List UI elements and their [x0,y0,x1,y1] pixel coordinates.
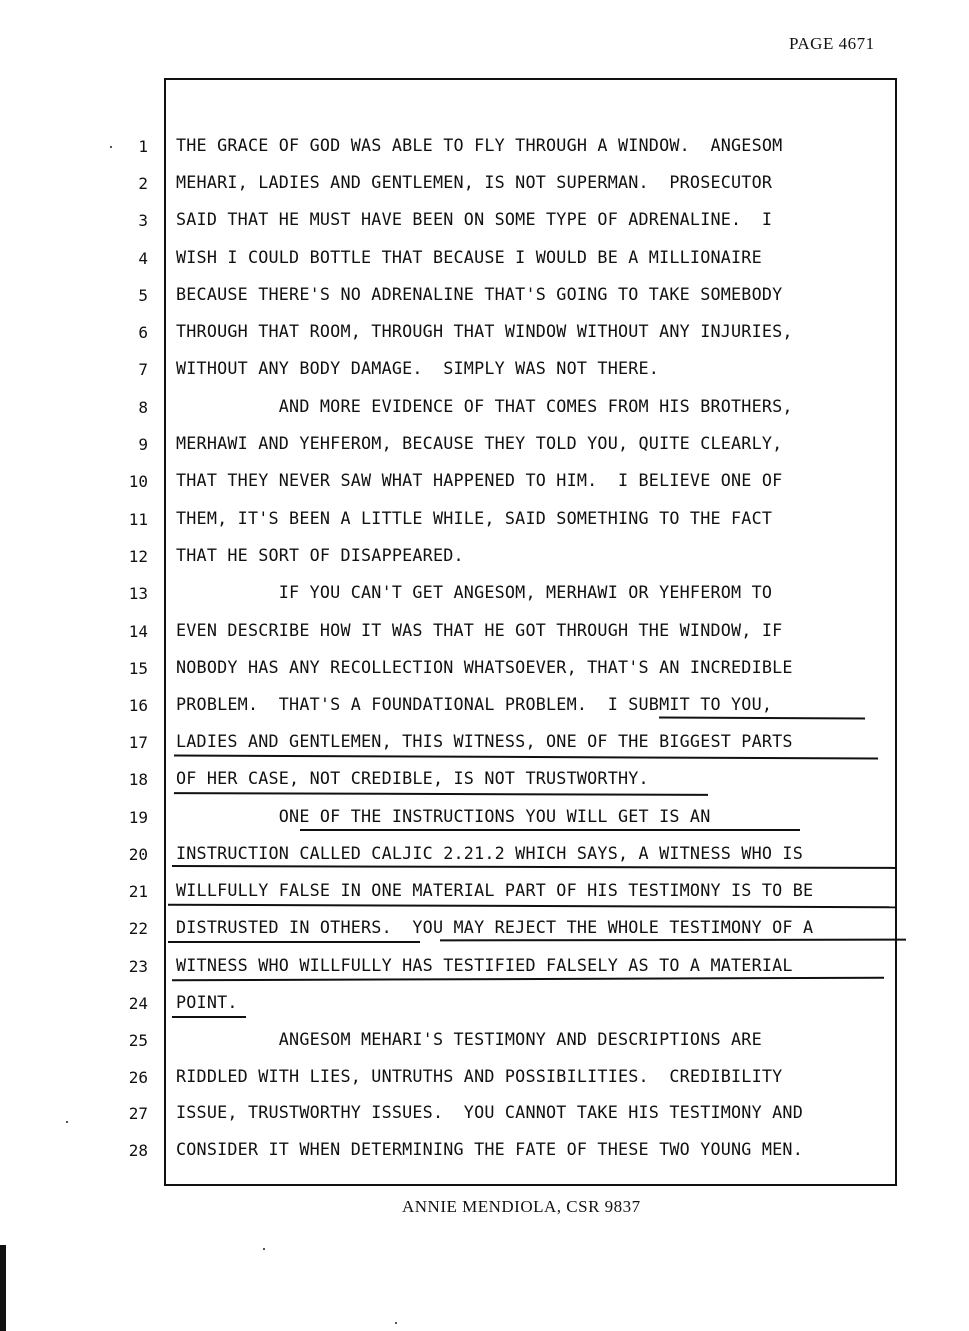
line-number: 14 [128,622,148,641]
line-number: 11 [128,510,148,529]
underline-mark [172,1016,246,1018]
transcript-line: WITNESS WHO WILLFULLY HAS TESTIFIED FALSELY AS TO A MATERIAL [176,956,793,976]
underline-mark [300,829,800,831]
transcript-line: WITHOUT ANY BODY DAMAGE. SIMPLY WAS NOT THERE. [176,359,660,379]
transcript-line: THE GRACE OF GOD WAS ABLE TO FLY THROUGH A WINDOW. ANGESOM [176,136,783,156]
transcript-line: CONSIDER IT WHEN DETERMINING THE FATE OF THESE TWO YOUNG MEN. [176,1140,803,1160]
line-number: 2 [138,174,148,193]
transcript-line: THEM, IT'S BEEN A LITTLE WHILE, SAID SOMETHING TO THE FACT [176,509,773,529]
transcript-line: WILLFULLY FALSE IN ONE MATERIAL PART OF HIS TESTIMONY IS TO BE [176,881,814,901]
line-number: 8 [138,398,148,417]
scan-speck [395,1322,397,1324]
transcript-line: RIDDLED WITH LIES, UNTRUTHS AND POSSIBILITIES. CREDIBILITY [176,1067,783,1087]
line-number: 25 [128,1031,148,1050]
transcript-line: BECAUSE THERE'S NO ADRENALINE THAT'S GOING TO TAKE SOMEBODY [176,285,783,305]
line-number: 27 [128,1104,148,1123]
transcript-line: EVEN DESCRIBE HOW IT WAS THAT HE GOT THROUGH THE WINDOW, IF [176,621,783,641]
transcript-line: THAT HE SORT OF DISAPPEARED. [176,546,464,566]
line-number: 19 [128,808,148,827]
transcript-line: POINT. [176,993,238,1013]
court-reporter-footer: ANNIE MENDIOLA, CSR 9837 [402,1197,641,1216]
line-number: 5 [138,286,148,305]
line-number: 15 [128,659,148,678]
transcript-line: INSTRUCTION CALLED CALJIC 2.21.2 WHICH SAYS, A WITNESS WHO IS [176,844,803,864]
line-number: 4 [138,249,148,268]
line-number: 9 [138,435,148,454]
transcript-line: THAT THEY NEVER SAW WHAT HAPPENED TO HIM. I BELIEVE ONE OF [176,471,783,491]
transcript-line: MEHARI, LADIES AND GENTLEMEN, IS NOT SUPERMAN. PROSECUTOR [176,173,773,193]
scan-speck [263,1248,265,1250]
transcript-line: DISTRUSTED IN OTHERS. YOU MAY REJECT THE WHOLE TESTIMONY OF A [176,918,814,938]
line-number: 24 [128,994,148,1013]
line-number: 21 [128,882,148,901]
line-number: 23 [128,957,148,976]
transcript-line: LADIES AND GENTLEMEN, THIS WITNESS, ONE OF THE BIGGEST PARTS [176,732,793,752]
transcript-line: PROBLEM. THAT'S A FOUNDATIONAL PROBLEM. I SUBMIT TO YOU, [176,695,773,715]
scan-speck [66,1121,68,1123]
underline-mark [168,941,420,943]
line-number: 16 [128,696,148,715]
transcript-line: NOBODY HAS ANY RECOLLECTION WHATSOEVER, THAT'S AN INCREDIBLE [176,658,793,678]
line-number: 13 [128,584,148,603]
transcript-line: ISSUE, TRUSTWORTHY ISSUES. YOU CANNOT TAKE HIS TESTIMONY AND [176,1103,803,1123]
transcript-line: ONE OF THE INSTRUCTIONS YOU WILL GET IS AN [176,807,711,827]
transcript-line: IF YOU CAN'T GET ANGESOM, MERHAWI OR YEHFEROM TO [176,583,773,603]
transcript-line: THROUGH THAT ROOM, THROUGH THAT WINDOW WITHOUT ANY INJURIES, [176,322,793,342]
transcript-line: ANGESOM MEHARI'S TESTIMONY AND DESCRIPTIONS ARE [176,1030,762,1050]
scan-speck [110,146,112,148]
transcript-line: SAID THAT HE MUST HAVE BEEN ON SOME TYPE OF ADRENALINE. I [176,210,773,230]
line-number: 18 [128,770,148,789]
page-number: PAGE 4671 [789,34,875,53]
line-number: 6 [138,323,148,342]
line-number: 1 [138,137,148,156]
line-number: 7 [138,360,148,379]
scan-edge-mark [0,1245,6,1331]
line-number: 12 [128,547,148,566]
line-number: 17 [128,733,148,752]
transcript-line: OF HER CASE, NOT CREDIBLE, IS NOT TRUSTWORTHY. [176,769,649,789]
transcript-line: AND MORE EVIDENCE OF THAT COMES FROM HIS BROTHERS, [176,397,793,417]
line-number: 20 [128,845,148,864]
transcript-line: MERHAWI AND YEHFEROM, BECAUSE THEY TOLD YOU, QUITE CLEARLY, [176,434,783,454]
line-number: 22 [128,919,148,938]
line-number: 10 [128,472,148,491]
transcript-line: WISH I COULD BOTTLE THAT BECAUSE I WOULD BE A MILLIONAIRE [176,248,762,268]
line-number: 3 [138,211,148,230]
line-number: 26 [128,1068,148,1087]
line-number: 28 [128,1141,148,1160]
